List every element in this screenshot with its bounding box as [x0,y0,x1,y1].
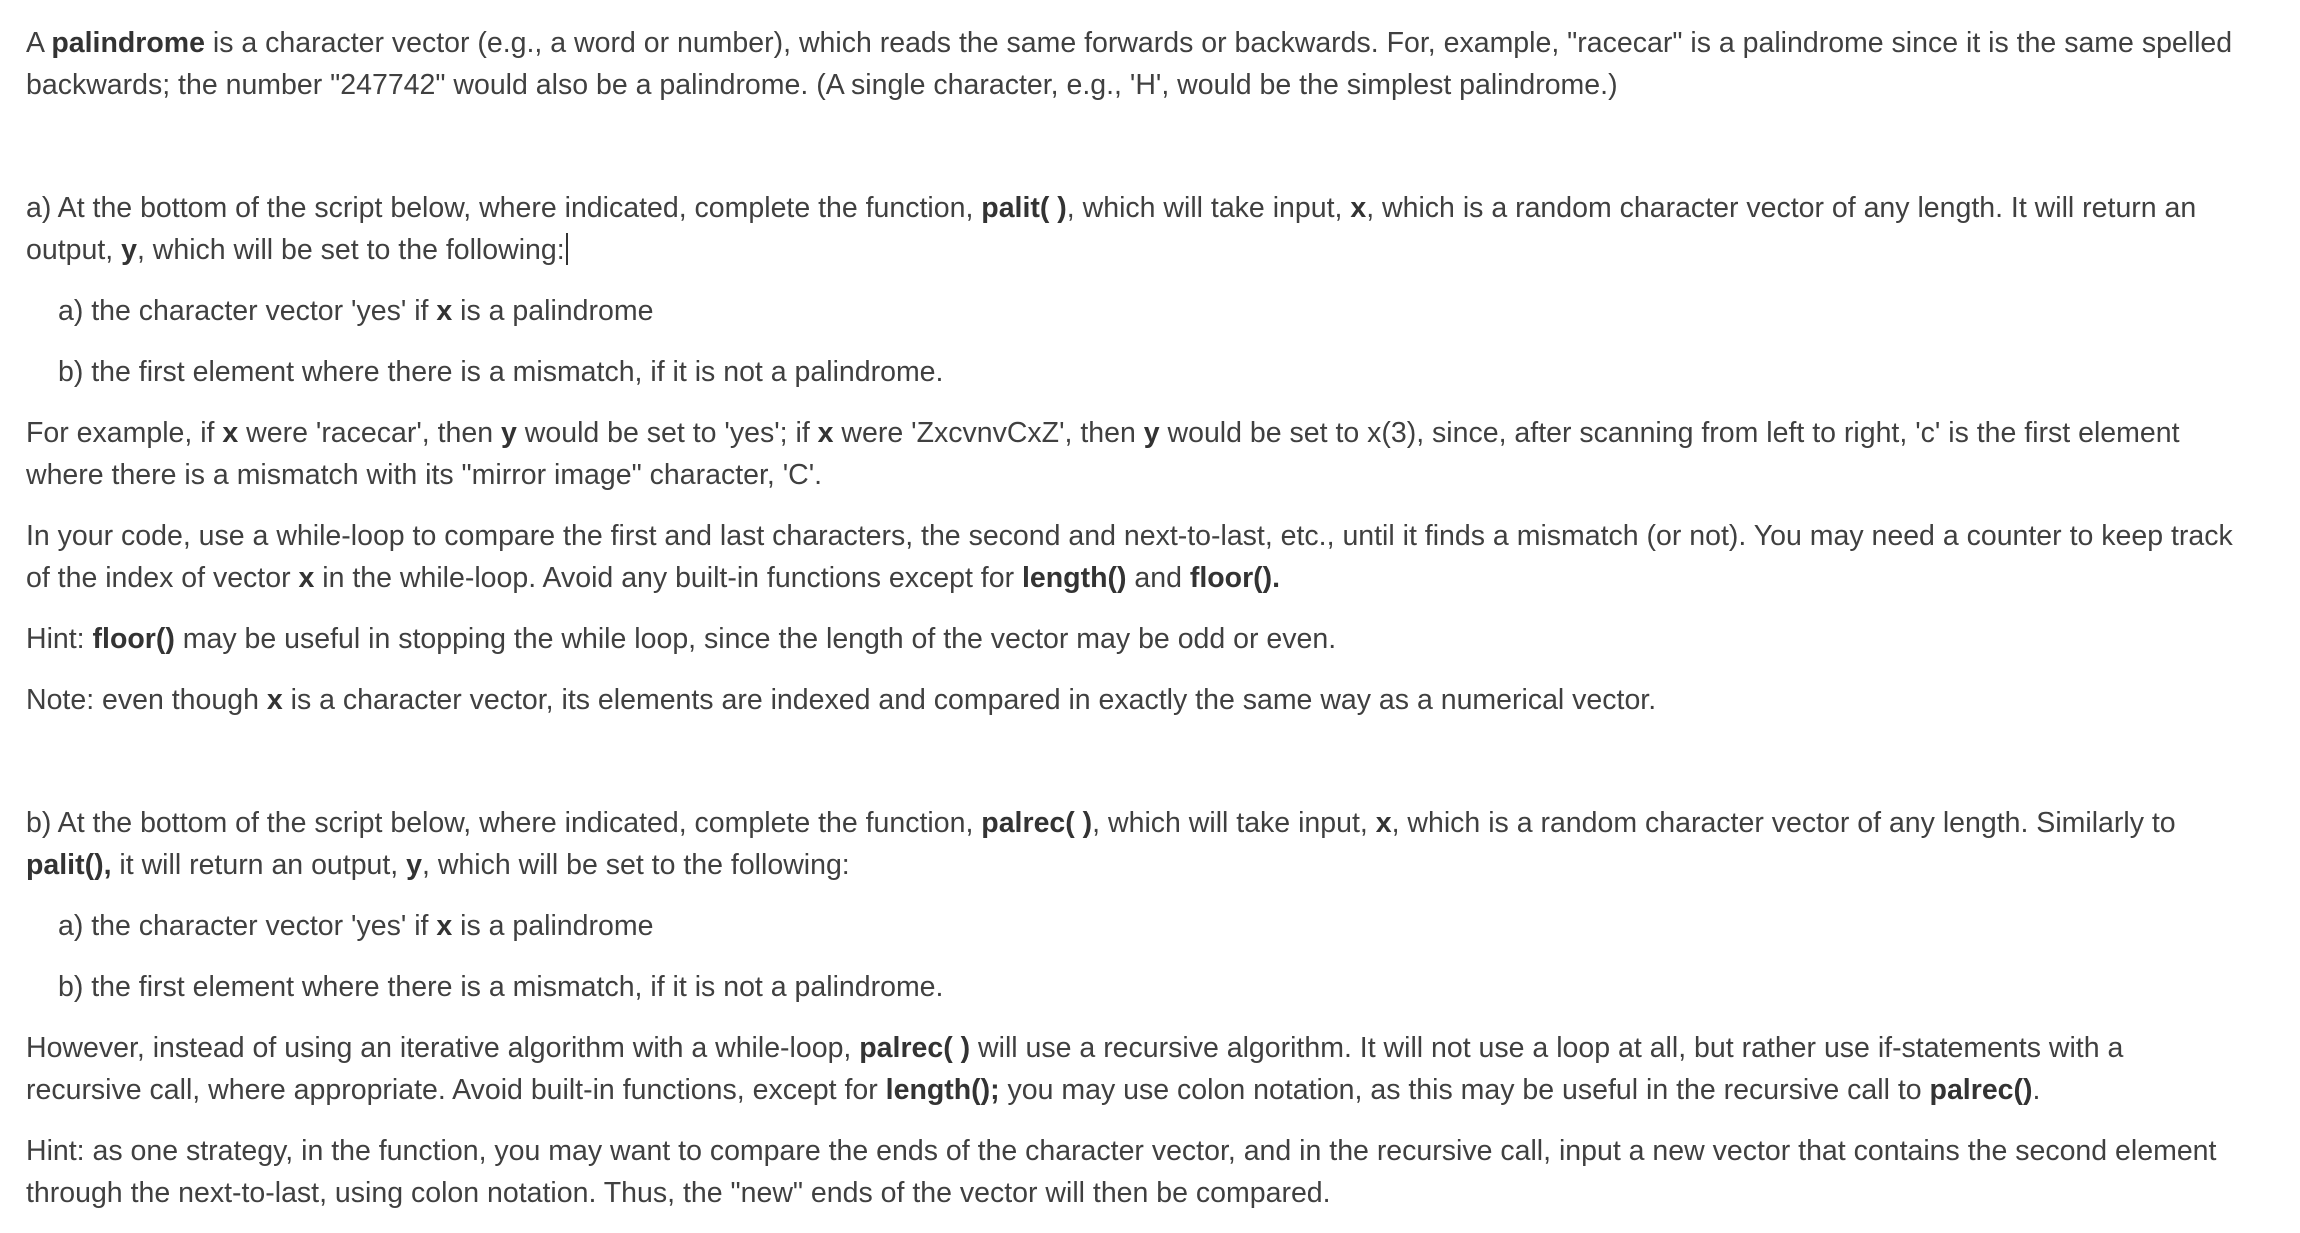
section-spacer [26,125,2246,187]
function-name-palrec: palrec( ) [981,807,1093,839]
section-spacer [26,740,2246,802]
intro-paragraph: A palindrome is a character vector (e.g., a word or number), which reads the same forwards or backwards. For, example, "racecar" is a palindrome since it is the same spelled backwards; the number "247742" would also be a palindrome. (A single character, e.g., 'H', would be the simplest palindrome.) [26,27,2233,101]
part-b-option-a: a) the character vector 'yes' if x is a palindrome [58,910,654,942]
part-a-intro: a) At the bottom of the script below, where indicated, complete the function, palit( ), which will take input, x, which is a random character vector of any length. It will return an output, y, which will be set to the following: [26,192,2197,266]
part-a-option-b: b) the first element where there is a mismatch, if it is not a palindrome. [58,356,944,388]
part-b-recursion-instructions: However, instead of using an iterative algorithm with a while-loop, palrec( ) will use a recursive algorithm. It will not use a loop at all, but rather use if-statements with a recursive call, where appropriate. Avoid built-in functions, except for length(); you may use colon notation, as this may be useful in the recursive call to palrec(). [26,1032,2124,1106]
part-a-code-instructions: In your code, use a while-loop to compare the first and last characters, the second and next-to-last, etc., until it finds a mismatch (or not). You may need a counter to keep track of the index of vector x in the while-loop. Avoid any built-in functions except for length() and floor(). [26,520,2233,594]
assignment-text [26,22,2246,1233]
part-a-hint: Hint: floor() may be useful in stopping the while loop, since the length of the vector may be odd or even. [26,623,1337,655]
part-b-option-b: b) the first element where there is a mismatch, if it is not a palindrome. [58,971,944,1003]
text-cursor [566,233,568,265]
part-a-example: For example, if x were 'racecar', then y would be set to 'yes'; if x were 'ZxcvnvCxZ', then y would be set to x(3), since, after scanning from left to right, 'c' is the first element where there is a mismatch with its "mirror image" character, 'C'. [26,417,2180,491]
function-name-palit: palit( ) [981,192,1067,224]
part-a-option-a: a) the character vector 'yes' if x is a palindrome [58,295,654,327]
term-palindrome: palindrome [51,27,205,59]
part-a-note: Note: even though x is a character vector, its elements are indexed and compared in exactly the same way as a numerical vector. [26,684,1657,716]
part-b-hint: Hint: as one strategy, in the function, you may want to compare the ends of the character vector, and in the recursive call, input a new vector that contains the second element through the next-to-last, using colon notation. Thus, the "new" ends of the vector will then be compared. [26,1135,2217,1209]
part-b-intro: b) At the bottom of the script below, where indicated, complete the function, palrec( ), which will take input, x, which is a random character vector of any length. Similarly to palit(), it will return an output, y, which will be set to the following: [26,807,2176,881]
